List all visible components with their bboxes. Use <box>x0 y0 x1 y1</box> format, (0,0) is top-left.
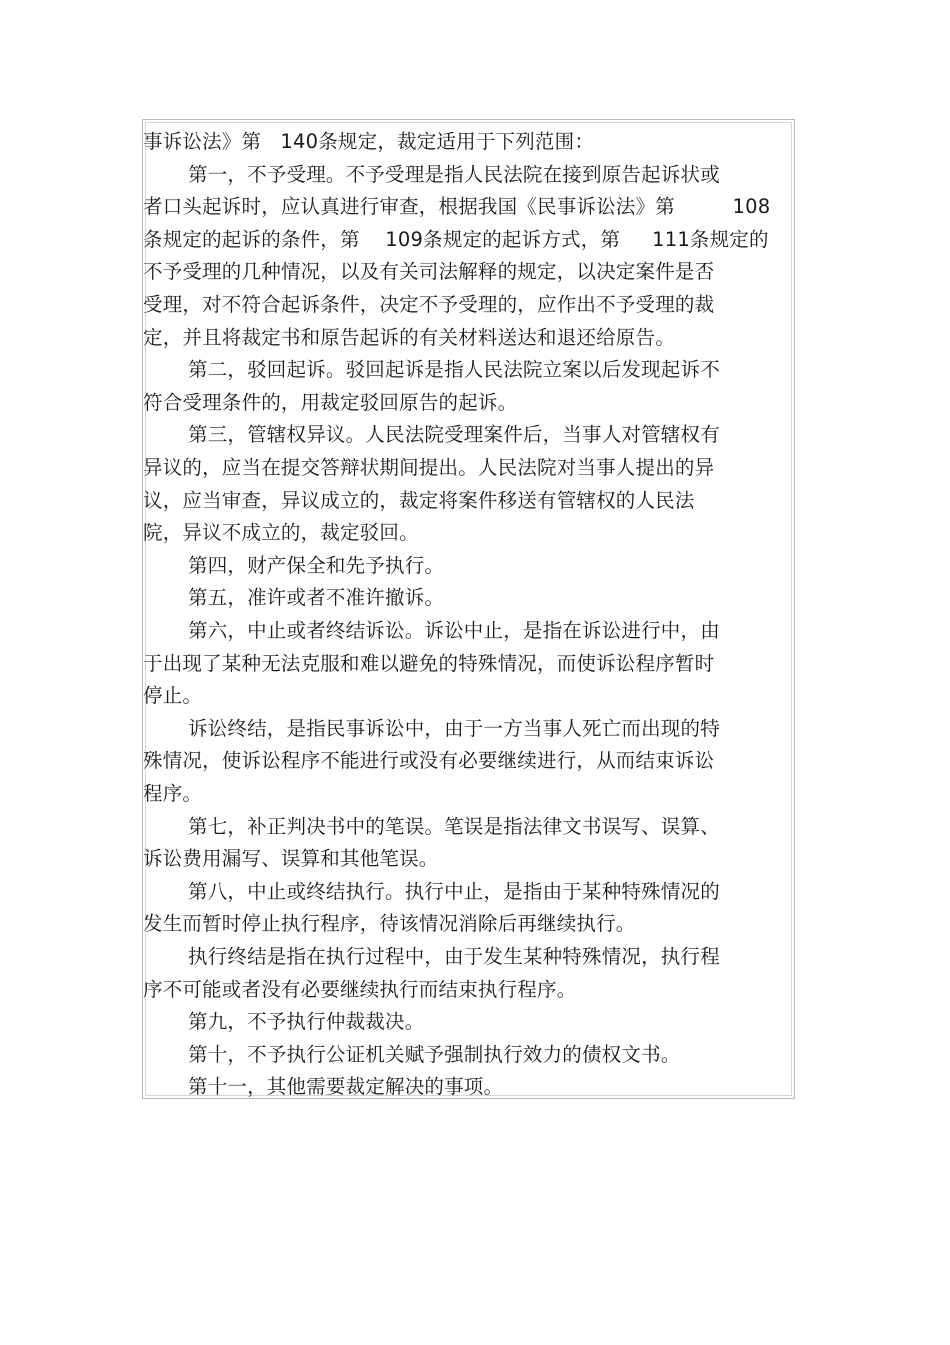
text-line: 议，应当审查，异议成立的，裁定将案件移送有管辖权的人民法 <box>143 488 695 512</box>
text-line: 停止。 <box>143 684 203 708</box>
text-line: 于出现了某种无法克服和难以避免的特殊情况，而使诉讼程序暂时 <box>143 651 715 675</box>
text-line: 诉讼终结，是指民事诉讼中，由于一方当事人死亡而出现的特 <box>188 716 720 740</box>
text-line: 程序。 <box>143 782 203 805</box>
text-line: 事诉讼法》第 140条规定，裁定适用于下列范围： <box>143 130 595 153</box>
text-line: 符合受理条件的，用裁定驳回原告的起诉。 <box>143 390 518 414</box>
text-line: 受理，对不符合起诉条件，决定不予受理的，应作出不予受理的裁 <box>143 293 715 316</box>
text-line: 第十一，其他需要裁定解决的事项。 <box>188 1075 504 1099</box>
text-line: 执行终结是指在执行过程中，由于发生某种特殊情况，执行程 <box>188 945 720 968</box>
text-line: 者口头起诉时，应认真进行审查，根据我国《民事诉讼法》第 108 <box>143 195 771 219</box>
text-line: 第三，管辖权异议。人民法院受理案件后，当事人对管辖权有 <box>188 423 720 447</box>
text-line: 第四，财产保全和先予执行。 <box>188 553 445 577</box>
text-line: 院，异议不成立的，裁定驳回。 <box>143 521 419 545</box>
text-line: 定，并且将裁定书和原告起诉的有关材料送达和退还给原告。 <box>143 325 675 349</box>
text-line: 第一，不予受理。不予受理是指人民法院在接到原告起诉状或 <box>188 162 720 186</box>
text-line: 第七，补正判决书中的笔误。笔误是指法律文书误写、误算、 <box>188 814 720 838</box>
text-line: 殊情况，使诉讼程序不能进行或没有必要继续进行，从而结束诉讼 <box>143 749 715 773</box>
text-line: 第五，准许或者不准许撤诉。 <box>188 586 445 610</box>
text-line: 第九，不予执行仲裁裁决。 <box>188 1010 425 1034</box>
text-line: 不予受理的几种情况，以及有关司法解释的规定，以决定案件是否 <box>143 260 715 284</box>
text-line: 发生而暂时停止执行程序，待该情况消除后再继续执行。 <box>143 912 636 936</box>
text-line: 第二，驳回起诉。驳回起诉是指人民法院立案以后发现起诉不 <box>188 358 720 382</box>
text-line: 第八，中止或终结执行。执行中止，是指由于某种特殊情况的 <box>188 879 720 903</box>
text-line: 条规定的起诉的条件，第 109条规定的起诉方式，第 111条规定的 <box>143 227 769 251</box>
text-line: 第六，中止或者终结诉讼。诉讼中止，是指在诉讼进行中，由 <box>188 619 720 642</box>
text-line: 异议的，应当在提交答辩状期间提出。人民法院对当事人提出的异 <box>143 456 715 479</box>
text-line: 第十，不予执行公证机关赋予强制执行效力的债权文书。 <box>188 1042 681 1066</box>
text-line: 序不可能或者没有必要继续执行而结束执行程序。 <box>143 977 577 1001</box>
text-line: 诉讼费用漏写、误算和其他笔误。 <box>143 847 439 871</box>
